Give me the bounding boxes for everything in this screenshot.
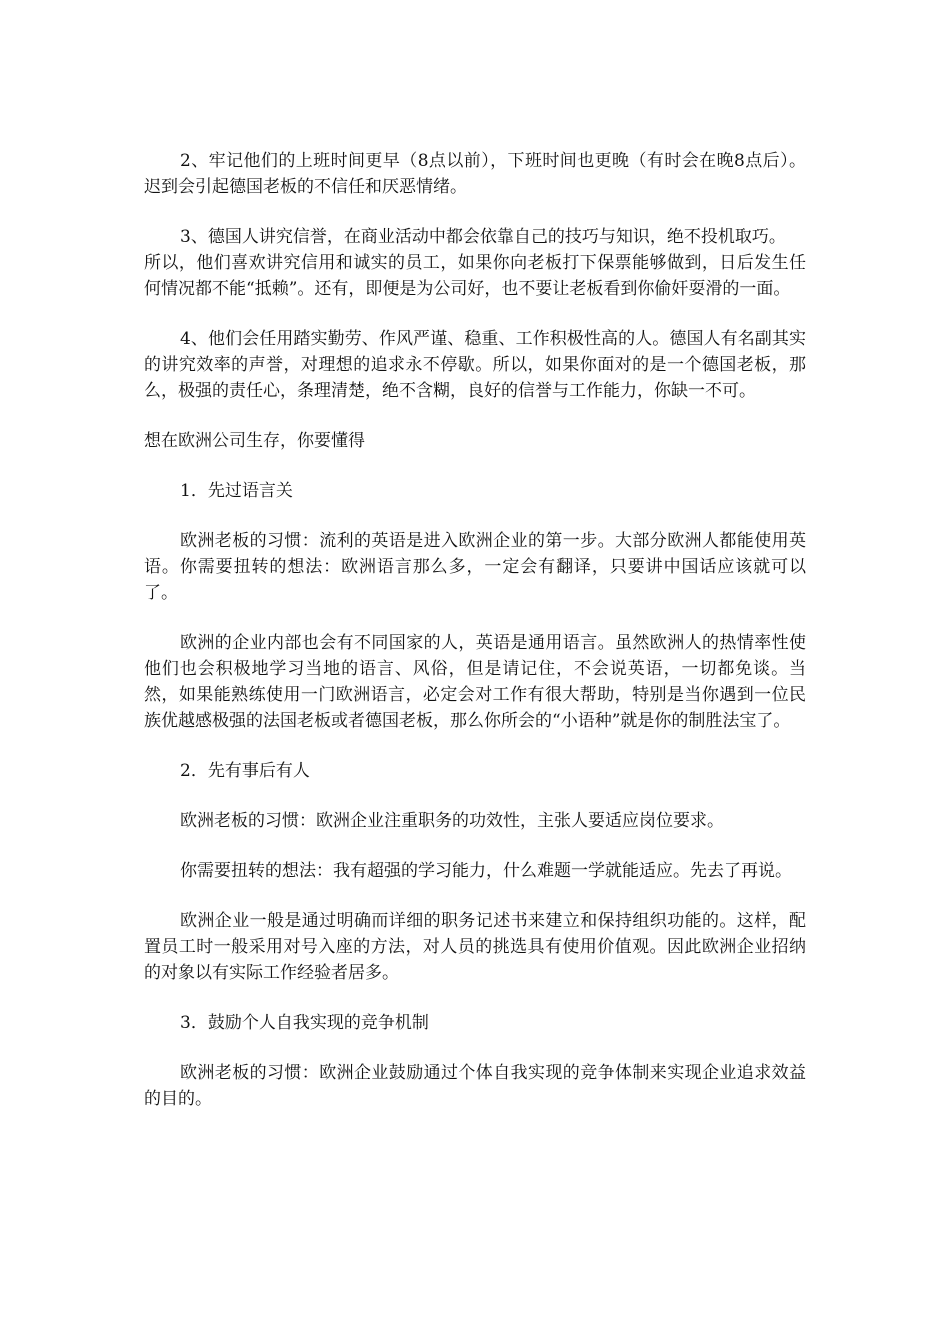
paragraph-job-mindset: 你需要扭转的想法：我有超强的学习能力，什么难题一学就能适应。先去了再说。 xyxy=(180,861,792,881)
paragraph-credibility: 3、德国人讲究信誉，在商业活动中都会依靠自己的技巧与知识，绝不投机取巧。 xyxy=(180,227,786,247)
paragraph-language-habit: 欧洲老板的习惯：流利的英语是进入欧洲企业的第一步。大部分欧洲人都能使用英语。你需要扭转的想法：欧洲语言那么多，一定会有翻译，只要讲中国话应该就可以了。 xyxy=(144,531,806,603)
paragraph-job-habit: 欧洲老板的习惯：欧洲企业注重职务的功效性，主张人要适应岗位要求。 xyxy=(180,811,724,831)
document-body xyxy=(144,148,806,1112)
subheading-job-first: 2．先有事后有人 xyxy=(180,761,310,781)
subheading-competition: 3．鼓励个人自我实现的竞争机制 xyxy=(180,1013,429,1033)
section-heading-europe: 想在欧洲公司生存，你要懂得 xyxy=(144,431,365,451)
paragraph-credibility-continued: 所以，他们喜欢讲究信用和诚实的员工，如果你向老板打下保票能够做到，日后发生任何情况都不能“抵赖”。还有，即便是为公司好，也不要让老板看到你偷奸耍滑的一面。 xyxy=(144,253,806,299)
subheading-language: 1．先过语言关 xyxy=(180,481,293,501)
paragraph-punctuality: 2、牢记他们的上班时间更早（8点以前），下班时间也更晚（有时会在晚8点后）。迟到会引起德国老板的不信任和厌恶情绪。 xyxy=(144,151,806,197)
paragraph-job-detail: 欧洲企业一般是通过明确而详细的职务记述书来建立和保持组织功能的。这样，配置员工时一般采用对号入座的方法，对人员的挑选具有使用价值观。因此欧洲企业招纳的对象以有实际工作经验者居多。 xyxy=(144,911,806,983)
paragraph-competition-habit: 欧洲老板的习惯：欧洲企业鼓励通过个体自我实现的竞争体制来实现企业追求效益的目的。 xyxy=(144,1063,806,1109)
paragraph-language-detail: 欧洲的企业内部也会有不同国家的人，英语是通用语言。虽然欧洲人的热情率性使他们也会积极地学习当地的语言、风俗，但是请记住，不会说英语，一切都免谈。当然，如果能熟练使用一门欧洲语言，必定会对工作有很大帮助，特别是当你遇到一位民族优越感极强的法国老板或者德国老板，那么你所会的“小语种”就是你的制胜法宝了。 xyxy=(144,633,806,731)
paragraph-diligence: 4、他们会任用踏实勤劳、作风严谨、稳重、工作积极性高的人。德国人有名副其实的讲究效率的声誉，对理想的追求永不停歇。所以，如果你面对的是一个德国老板，那么，极强的责任心，条理清楚，绝不含糊，良好的信誉与工作能力，你缺一不可。 xyxy=(144,329,806,401)
